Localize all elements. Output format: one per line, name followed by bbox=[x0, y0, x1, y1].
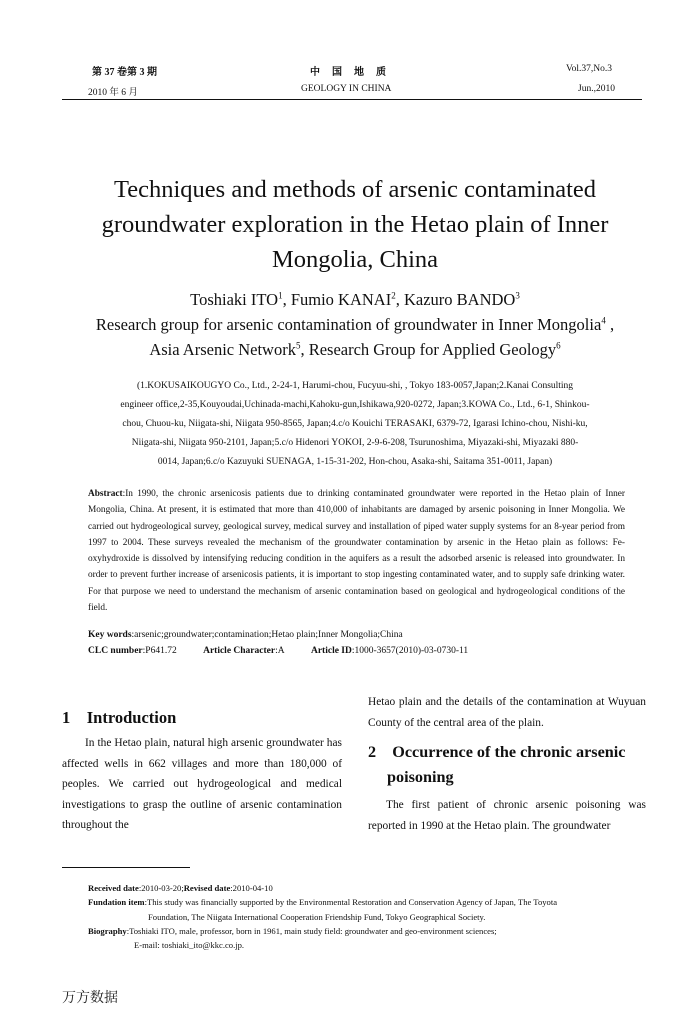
section-1-heading: 1 Introduction bbox=[62, 708, 177, 727]
biography-text: :Toshiaki ITO, male, professor, born in 1961, main study field: groundwater and geo-environment sciences; bbox=[126, 925, 497, 936]
biography-line bbox=[88, 924, 648, 938]
author-name: Toshiaki ITO bbox=[190, 290, 279, 309]
title-line: groundwater exploration in the Hetao plain of Inner bbox=[101, 211, 609, 238]
author-group-tail: , bbox=[605, 315, 615, 334]
received-line bbox=[88, 881, 648, 895]
section-2-heading bbox=[368, 740, 648, 789]
clc-label: CLC number bbox=[88, 646, 143, 656]
affiliation-line: chou, Chuou-ku, Niigata-shi, Niigata 950-8565, Japan;4.c/o Kouichi TERASAKI, 6379-72, Igarasi Ichino-chou, Nishi-ku, bbox=[122, 419, 588, 429]
article-id-value: :1000-3657(2010)-03-0730-11 bbox=[351, 646, 469, 656]
affiliation-line: Niigata-shi, Niigata 950-2101, Japan;5.c/o Hidenori YOKOI, 2-9-6-208, Tsurunoshima, Miyazaki-shi, Miyazaki 880- bbox=[131, 438, 579, 448]
affiliation-line: 0014, Japan;6.c/o Kazuyuki SUENAGA, 1-15-31-202, Hon-chou, Asaka-shi, Saitama 351-0011, Japan) bbox=[157, 457, 553, 467]
abstract bbox=[88, 486, 625, 616]
footnote-rule bbox=[62, 867, 190, 868]
classification-line bbox=[88, 646, 648, 656]
author-affil-mark: 1 bbox=[278, 290, 283, 301]
keywords-text: :arsenic;groundwater;contamination;Hetao plain;Inner Mongolia;China bbox=[131, 630, 403, 640]
watermark: 万方数据 bbox=[62, 990, 118, 1006]
author-group: Research group for arsenic contamination of groundwater in Inner Mongolia bbox=[95, 315, 602, 334]
keywords-label: Key words bbox=[88, 630, 132, 640]
author-group-line bbox=[60, 315, 650, 335]
article-character-value: :A bbox=[275, 646, 285, 656]
fund-label: Fundation item bbox=[88, 897, 145, 908]
author-name: , Kazuro BANDO bbox=[395, 290, 516, 309]
title-line: Techniques and methods of arsenic contaminated bbox=[114, 176, 596, 203]
article-id-label: Article ID bbox=[310, 646, 352, 656]
header-journal-cn: 中 国 地 质 bbox=[310, 67, 387, 78]
keywords bbox=[88, 630, 648, 640]
header-volume-en: Vol.37,No.3 bbox=[566, 64, 613, 74]
fund-text: :This study was financially supported by the Environmental Restoration and Conservation Agency of Japan, The Toyota bbox=[144, 897, 558, 908]
header-date-cn: 2010 年 6 月 bbox=[88, 88, 138, 98]
author-group: Asia Arsenic Network bbox=[149, 340, 296, 359]
affiliation-line: engineer office,2-35,Kouyoudai,Uchinada-machi,Kahoku-gun,Ishikawa,920-0272, Japan;3.KOWA Co., Ltd., 6-1, Shinkou- bbox=[120, 400, 590, 410]
section-2-heading-line: poisoning bbox=[387, 767, 454, 786]
email-line: E-mail: toshiaki_ito@kkc.co.jp. bbox=[134, 940, 245, 951]
author-group: , Research Group for Applied Geology bbox=[300, 340, 557, 359]
received-label: Received date bbox=[88, 883, 139, 893]
author-affil-mark: 4 bbox=[601, 315, 606, 326]
header-rule bbox=[62, 99, 642, 100]
abstract-label: Abstract bbox=[88, 489, 123, 499]
author-list bbox=[60, 290, 650, 310]
header-date-en: Jun.,2010 bbox=[578, 84, 615, 94]
header-journal-en: GEOLOGY IN CHINA bbox=[301, 84, 392, 94]
biography-label: Biography bbox=[88, 925, 127, 936]
fund-line-cont: Foundation, The Niigata International Cooperation Friendship Fund, Tokyo Geographical Society. bbox=[148, 911, 486, 922]
section-1-body: In the Hetao plain, natural high arsenic groundwater has affected wells in 662 villages and more than 180,000 of peoples. We carried out hydrogeological and medical investigations to grasp the outline of arsenic contamination throughout the bbox=[62, 737, 342, 831]
author-affil-mark: 2 bbox=[391, 290, 396, 301]
footnotes bbox=[88, 881, 648, 952]
revised-value: :2010-04-10 bbox=[230, 883, 273, 893]
title-line: Mongolia, China bbox=[271, 246, 439, 273]
fund-line bbox=[88, 895, 648, 909]
revised-label: Revised date bbox=[183, 883, 231, 893]
author-affil-mark: 5 bbox=[295, 340, 301, 351]
abstract-text: :In 1990, the chronic arsenicosis patients due to drinking contaminated groundwater were reported in the Hetao plain of Inner Mongolia, China. At present, it is estimated that more than 410,000 of inhabitants are damaged by arsenic poisoning in Inner Mongolia. We carried out hydrogeological survey, geological survey, medical survey and installation of piped water supply systems for an 8-year period from 1997 to 2004. These surveys revealed the mechanism of the groundwater contamination by arsenic in the Hetao plain as follows: Fe-oxyhydroxide is dissolved by intensifying reducing condition in the aquifers as a result the adsorbed arsenic is released into groundwater. In order to prevent further increase of arsenicosis patients, it is important to stop ingesting contaminated water, and to supply safe drinking water. For that purpose we need to understand the mechanism of arsenic contamination based on geological and hydrogeological conditions of the field. bbox=[88, 489, 625, 614]
section-2-body: The first patient of chronic arsenic poisoning was reported in 1990 at the Hetao plain. The groundwater bbox=[368, 799, 646, 832]
section-2-heading-line: 2 Occurrence of the chronic arsenic bbox=[368, 743, 626, 761]
author-affil-mark: 6 bbox=[556, 340, 561, 351]
author-affil-mark: 3 bbox=[515, 290, 520, 301]
section-1-continuation: Hetao plain and the details of the contamination at Wuyuan County of the central area of the plain. bbox=[368, 696, 646, 729]
article-character-label: Article Character bbox=[203, 646, 276, 656]
affiliation-line: (1.KOKUSAIKOUGYO Co., Ltd., 2-24-1, Harumi-chou, Fucyuu-shi, , Tokyo 183-0057,Japan;2.Kanai Consulting bbox=[136, 381, 574, 391]
clc-value: :P641.72 bbox=[142, 646, 177, 656]
paper-title bbox=[60, 172, 650, 277]
received-value: :2010-03-20; bbox=[138, 883, 184, 893]
header-volume-cn: 第 37 卷第 3 期 bbox=[92, 67, 157, 78]
author-name: , Fumio KANAI bbox=[282, 290, 392, 309]
author-group-line bbox=[60, 340, 650, 360]
affiliations bbox=[70, 377, 640, 472]
